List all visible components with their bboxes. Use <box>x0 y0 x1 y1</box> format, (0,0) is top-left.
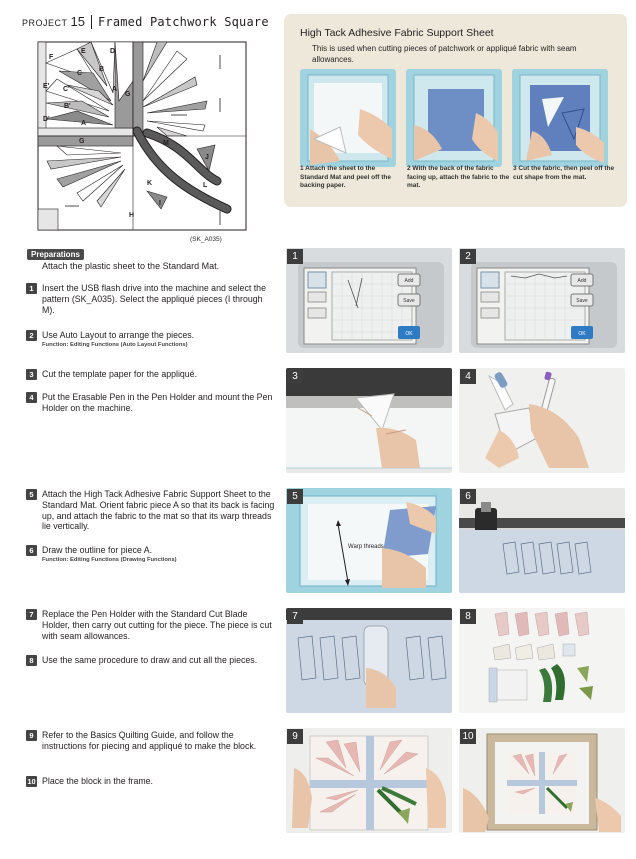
step-1 <box>26 283 276 315</box>
photo-3 <box>286 368 452 473</box>
photo-number: 8 <box>460 609 476 624</box>
photo-number: 10 <box>460 729 476 744</box>
tack-caption-2: 2 With the back of the fabric facing up, attach the fabric to the mat. <box>407 165 510 189</box>
photo-number: 4 <box>460 369 476 384</box>
step-number: 9 <box>26 730 37 741</box>
step-8 <box>26 655 276 666</box>
photo-7 <box>286 608 452 713</box>
step-number: 10 <box>27 777 36 786</box>
diagram-label: K <box>147 180 153 187</box>
diagram-label: I <box>159 200 161 207</box>
diagram-label: A <box>112 86 118 93</box>
photo-number: 6 <box>460 489 476 504</box>
tack-caption-3: 3 Cut the fabric, then peel off the cut shape from the mat. <box>513 165 615 181</box>
tack-photo-3 <box>512 69 608 167</box>
preparations-badge: Preparations <box>27 249 84 260</box>
diagram-label: D <box>110 48 116 55</box>
step-text: Refer to the Basics Quilting Guide, and follow the instructions for piecing and appliqué to make the block. <box>42 730 257 751</box>
screen-ok-button: OK <box>405 331 413 337</box>
photo-number: 9 <box>287 729 303 744</box>
project-label: PROJECT <box>22 18 68 28</box>
diagram-label: E <box>81 48 86 55</box>
diagram-label: F <box>49 54 54 61</box>
photo-5 <box>286 488 452 593</box>
warp-threads-label: Warp threads <box>348 544 384 550</box>
step-5 <box>26 489 276 532</box>
photo-9 <box>286 728 452 833</box>
diagram-label: C <box>77 70 83 77</box>
diagram-label: E' <box>43 83 50 90</box>
photo-8 <box>459 608 625 713</box>
tack-sheet-panel <box>284 14 627 207</box>
step-text: Cut the template paper for the appliqué. <box>42 369 198 379</box>
screen-add-button: Add <box>404 278 414 284</box>
diagram-label: G <box>79 138 85 145</box>
screen-save-button: Save <box>576 298 588 304</box>
step-function-ref: Function: Editing Functions (Drawing Functions) <box>42 556 177 563</box>
photo-number: 5 <box>287 489 303 504</box>
header-divider <box>91 15 92 29</box>
step-10 <box>26 776 276 787</box>
step-function-ref: Function: Editing Functions (Auto Layout Functions) <box>42 341 188 348</box>
step-text: Put the Erasable Pen in the Pen Holder and mount the Pen Holder on the machine. <box>42 392 273 413</box>
step-text: Use Auto Layout to arrange the pieces. <box>42 330 195 340</box>
step-text: Draw the outline for piece A. <box>42 545 153 555</box>
screen-ok-button: OK <box>578 331 586 337</box>
photo-number: 2 <box>460 249 476 264</box>
step-number: 1 <box>26 283 37 294</box>
photo-number: 1 <box>287 249 303 264</box>
diagram-label: G <box>125 91 131 98</box>
step-9 <box>26 730 276 752</box>
diagram-label: H <box>129 212 135 219</box>
diagram-label: J <box>205 154 209 161</box>
page-header <box>22 14 269 29</box>
diagram-label: A <box>81 120 87 127</box>
diagram-caption: (SK_A035) <box>190 236 222 243</box>
diagram-label: D' <box>43 116 50 123</box>
step-6 <box>26 545 276 564</box>
diagram-label: L <box>203 182 208 189</box>
step-text: Place the block in the frame. <box>42 776 153 786</box>
step-4 <box>26 392 276 414</box>
step-text: Use the same procedure to draw and cut all the pieces. <box>42 655 258 665</box>
photo-1 <box>286 248 452 353</box>
screen-save-button: Save <box>403 298 415 304</box>
step-number: 8 <box>26 655 37 666</box>
step-number: 7 <box>26 609 37 620</box>
step-number: 2 <box>26 330 37 341</box>
tack-sheet-title: High Tack Adhesive Fabric Support Sheet <box>300 27 494 39</box>
pattern-diagram <box>37 41 247 231</box>
diagram-label: B <box>99 66 105 73</box>
screen-add-button: Add <box>577 278 587 284</box>
step-number: 6 <box>26 545 37 556</box>
tack-photo-1 <box>300 69 396 167</box>
preparations-text: Attach the plastic sheet to the Standard Mat. <box>42 261 220 271</box>
photo-number: 3 <box>287 369 303 384</box>
diagram-label: M <box>163 140 169 147</box>
tack-sheet-description: This is used when cutting pieces of patchwork or appliqué fabric with seam allowances. <box>312 44 577 64</box>
step-2 <box>26 330 276 349</box>
step-7 <box>26 609 276 641</box>
project-number: 15 <box>70 14 85 29</box>
diagram-label: C' <box>63 86 70 93</box>
project-title: Framed Patchwork Square <box>97 15 269 29</box>
step-text: Insert the USB flash drive into the machine and select the pattern (SK_A035). Select the appliqué pieces (I through M). <box>42 283 266 315</box>
photo-2 <box>459 248 625 353</box>
diagram-label: B' <box>64 103 71 110</box>
tack-photo-2 <box>406 69 502 167</box>
step-text: Replace the Pen Holder with the Standard Cut Blade Holder, then carry out cutting for the piece. The piece is cut with seam allowances. <box>42 609 272 641</box>
step-text: Attach the High Tack Adhesive Fabric Support Sheet to the Standard Mat. Orient fabric piece A so that its back is facing up, and attach the fabric to the mat so that its warp threads lie vertically. <box>42 489 275 532</box>
step-number: 5 <box>26 489 37 500</box>
step-number: 4 <box>26 392 37 403</box>
step-3 <box>26 369 276 380</box>
photo-6 <box>459 488 625 593</box>
photo-4 <box>459 368 625 473</box>
photo-number: 7 <box>287 609 303 624</box>
step-number: 3 <box>26 369 37 380</box>
photo-10 <box>459 728 625 833</box>
tack-caption-1: 1 Attach the sheet to the Standard Mat and peel off the backing paper. <box>300 165 392 189</box>
